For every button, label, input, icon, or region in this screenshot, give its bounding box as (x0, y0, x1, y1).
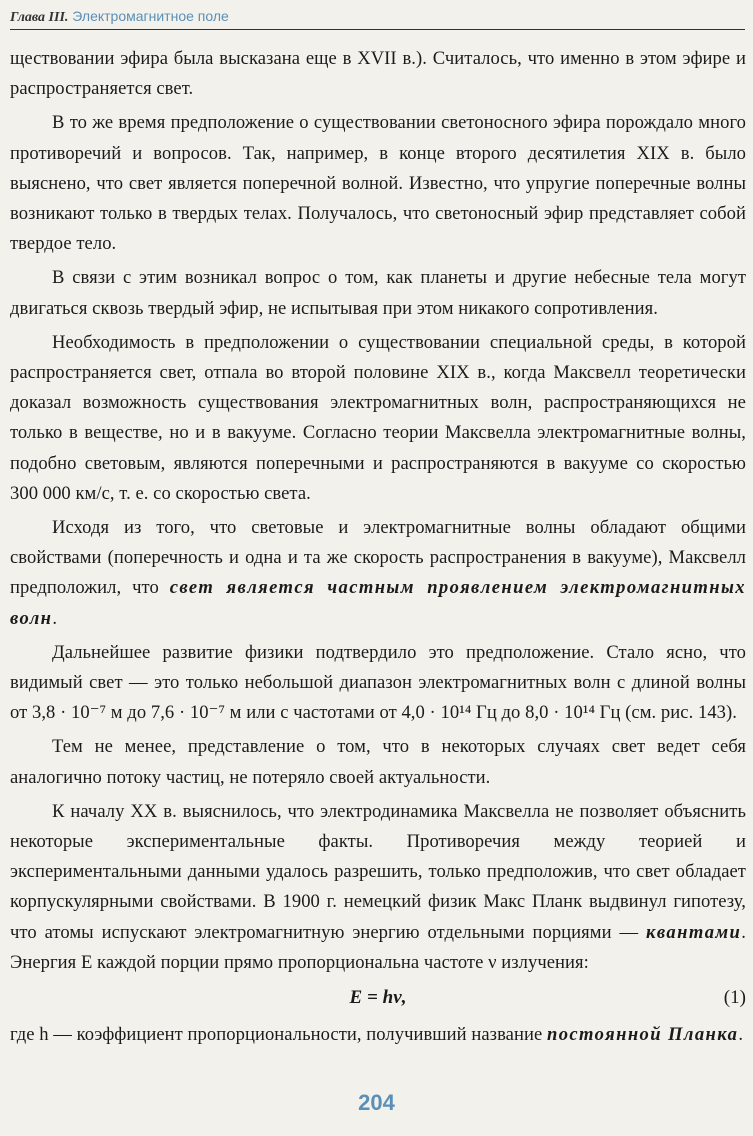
page-body (10, 44, 746, 1050)
paragraph-6: Дальнейшее развитие физики подтвердило это предположение. Стало ясно, что видимый свет — это только небольшой диапазон электромагнитных волн с длиной волны от 3,8 · 10⁻⁷ м до 7,6 · 10⁻⁷ м или с частотами от 4,0 · 10¹⁴ Гц до 8,0 · 10¹⁴ Гц (см. рис. 143). (10, 641, 746, 724)
paragraph-9 (10, 1020, 746, 1050)
paragraph-8-end: . Энергия E каждой порции прямо пропорциональна частоте ν излучения: (10, 921, 746, 973)
formula-number: (1) (723, 987, 746, 1009)
paragraph-3: В связи с этим возникал вопрос о том, как планеты и другие небесные тела могут двигаться сквозь твердый эфир, не испытывая при этом никакого сопротивления. (10, 267, 746, 319)
chapter-label: Глава III. (10, 10, 69, 25)
paragraph-9-text: где h — коэффициент пропорциональности, получивший название (10, 1024, 547, 1046)
paragraph-8 (10, 797, 746, 978)
paragraph-4: Необходимость в предположении о существовании специальной среды, в которой распространяется свет, отпала во второй половине XIX в., когда Максвелл теоретически доказал возможность существования электромагнитных волн, распространяющихся не только в веществе, но и в вакууме. Согласно теории Максвелла электромагнитные волны, подобно световым, являются поперечными и распространяются в вакууме со скоростью 300 000 км/с, т. е. со скоростью света. (10, 331, 746, 504)
paragraph-5-emphasis: свет является частным проявлением электромагнитных волн (10, 577, 746, 629)
paragraph-5-text: Исходя из того, что световые и электромагнитные волны обладают общими свойствами (поперечность и одна и та же скорость распространения в вакууме), Максвелл предположил, что (10, 517, 746, 599)
paragraph-9-emphasis: постоянной Планка (546, 1024, 739, 1046)
paragraph-9-end: . (738, 1024, 744, 1046)
section-title: Электромагнитное поле (72, 8, 229, 24)
paragraph-8-text: К началу XX в. выяснилось, что электродинамика Максвелла не позволяет объяснить некоторые экспериментальные факты. Противоречия между теорией и экспериментальными данными удалось разрешить, только предположив, что свет обладает корпускулярными свойствами. В 1900 г. немецкий физик Макс Планк выдвинул гипотезу, что атомы испускают электромагнитную энергию отдельными порциями — (10, 800, 746, 943)
paragraph-7: Тем не менее, представление о том, что в некоторых случаях свет ведет себя аналогично потоку частиц, не потеряло своей актуальности. (10, 736, 746, 788)
paragraph-2: В то же время предположение о существовании светоносного эфира порождало много противоречий и вопросов. Так, например, в конце второго десятилетия XIX в. было выяснено, что свет является поперечной волной. Известно, что упругие поперечные волны возникают только в твердых телах. Получалось, что светоносный эфир представляет собой твердое тело. (10, 112, 746, 255)
paragraph-5 (10, 513, 746, 634)
running-header (10, 8, 745, 30)
page-number: 204 (358, 1090, 395, 1115)
formula-planck (10, 982, 746, 1014)
paragraph-1: ществовании эфира была высказана еще в XVII в.). Считалось, что именно в этом эфире и распространяется свет. (10, 48, 746, 100)
paragraph-5-end: . (52, 607, 58, 629)
formula-text: E = hν, (349, 987, 407, 1009)
paragraph-8-emphasis: квантами (646, 921, 742, 943)
